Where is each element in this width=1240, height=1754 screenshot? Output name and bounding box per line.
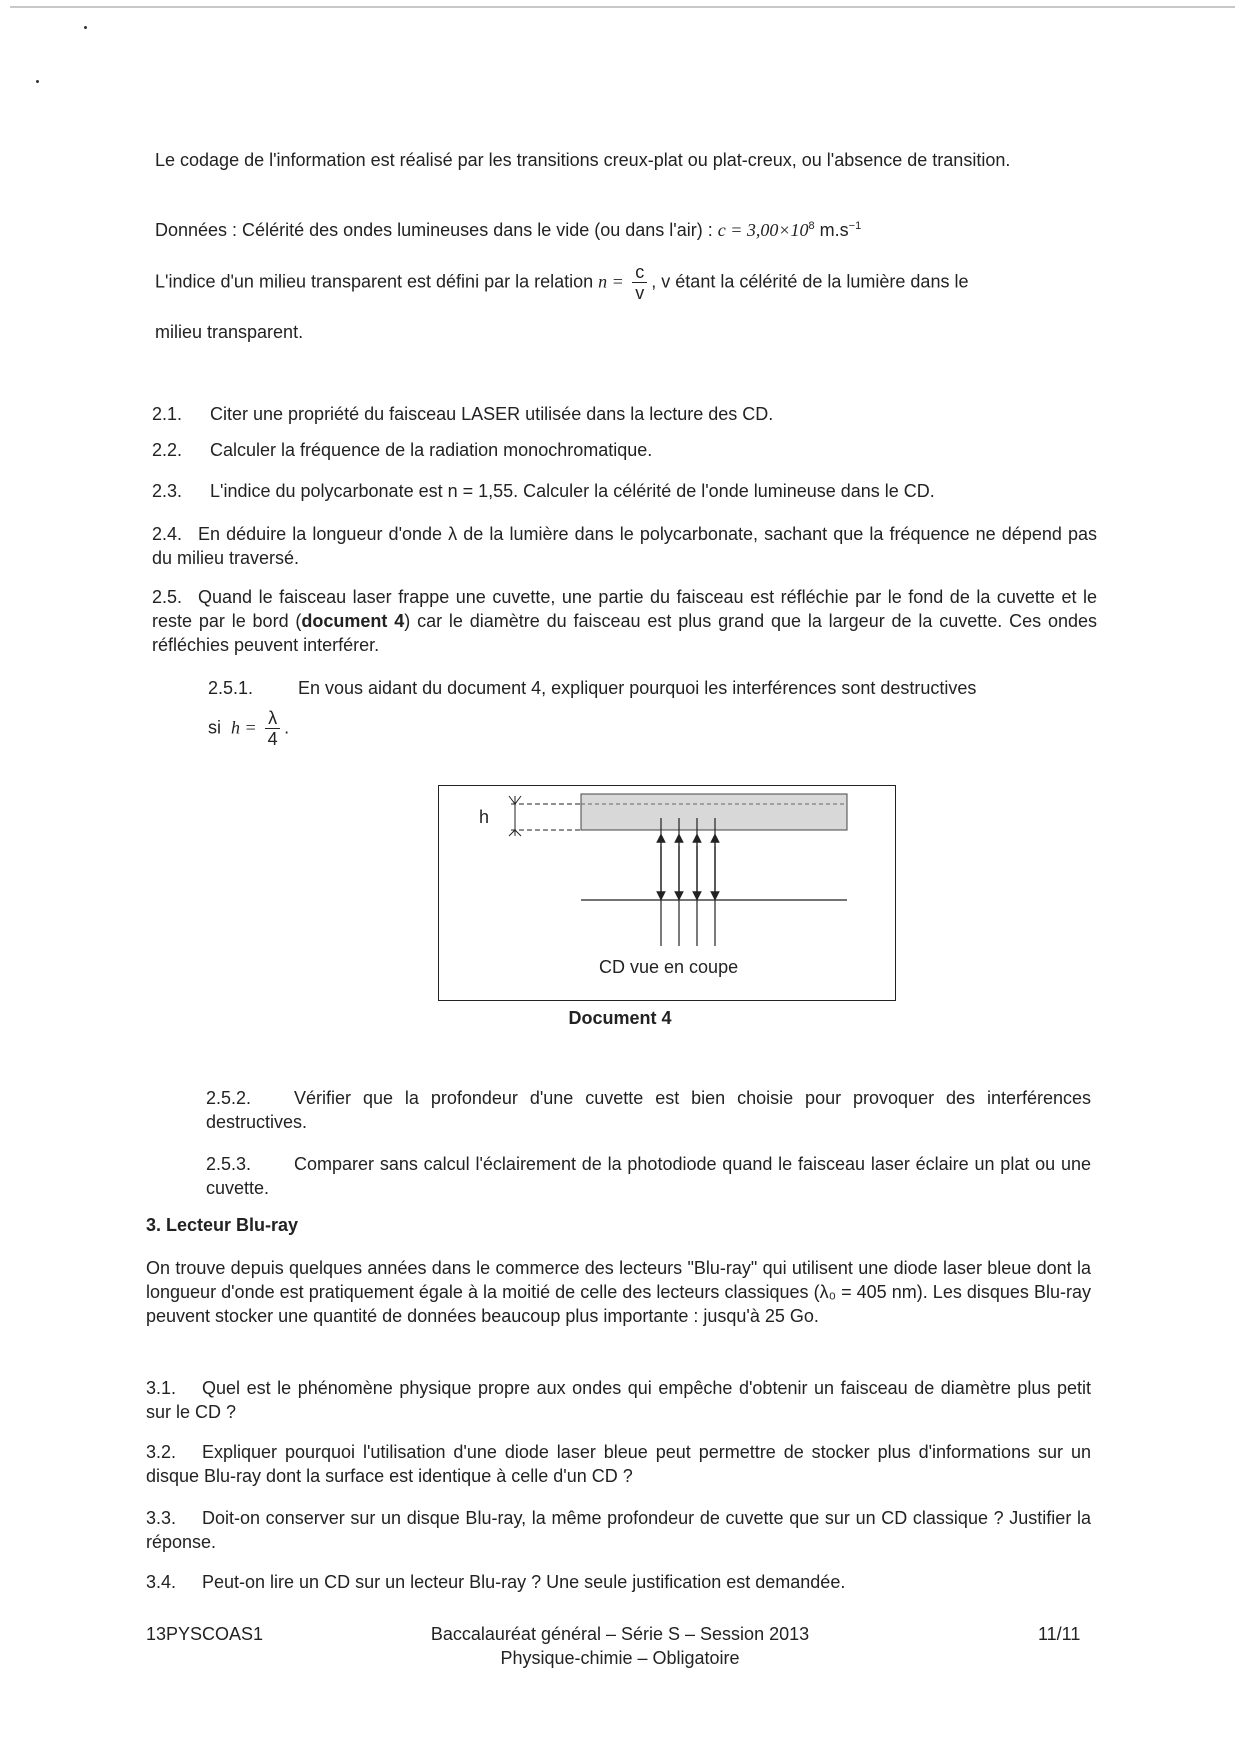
cd-section-label: CD vue en coupe <box>599 957 739 977</box>
question-2-5-1-formula: si h = $\frac{\lambda}{4}$ . <box>208 708 290 749</box>
question-3-2: 3.2. Expliquer pourquoi l'utilisation d'une diode laser bleue peut permettre de stocker plus d'informations sur un disque Blu-ray dont la surface est identique à celle d'un CD ? <box>146 1442 1091 1486</box>
scan-speck <box>36 80 39 83</box>
question-3-3: 3.3. Doit-on conserver sur un disque Blu-ray, la même profondeur de cuvette que sur un CD classique ? Justifier la réponse. <box>146 1508 1091 1552</box>
question-2-3: 2.3. L'indice du polycarbonate est n = 1,55. Calculer la célérité de l'onde lumineuse dans le CD. <box>152 481 935 501</box>
cd-plat-surface <box>581 794 847 830</box>
question-3-1: 3.1. Quel est le phénomène physique propre aux ondes qui empêche d'obtenir un faisceau de diamètre plus petit sur le CD ? <box>146 1378 1091 1422</box>
laser-beams <box>661 818 715 946</box>
figure-caption: Document 4 <box>568 1008 672 1028</box>
scan-speck <box>84 26 87 29</box>
cd-cross-section-diagram <box>439 786 895 1000</box>
question-3-4: 3.4. Peut-on lire un CD sur un lecteur Blu-ray ? Une seule justification est demandée. <box>146 1572 846 1592</box>
donnees-line: Données : Célérité des ondes lumineuses dans le vide (ou dans l'air) : $c = 3,00\times 10^8$ $m.s^{-1}$ <box>155 220 862 240</box>
question-2-5-2: 2.5.2. Vérifier que la profondeur d'une cuvette est bien choisie pour provoquer des interférences destructives. <box>206 1088 1091 1132</box>
fraction-c-over-v: $\frac{c}{v}$ <box>632 262 647 303</box>
question-2-5-3: 2.5.3. Comparer sans calcul l'éclairement de la photodiode quand le faisceau laser éclaire un plat ou une cuvette. <box>206 1154 1091 1198</box>
section-3-title: 3. Lecteur Blu-ray <box>146 1215 299 1235</box>
question-2-2: 2.2. Calculer la fréquence de la radiation monochromatique. <box>152 440 653 460</box>
document-4-figure <box>438 785 896 1001</box>
coding-paragraph: Le codage de l'information est réalisé par les transitions creux-plat ou plat-creux, ou l'absence de transition. <box>155 150 1011 170</box>
indice-line: L'indice d'un milieu transparent est défini par la relation n = $\frac{c}{v}$ , v étant la célérité de la lumière dans le <box>155 262 969 303</box>
fraction-lambda-over-4: $\frac{\lambda}{4}$ <box>265 708 280 749</box>
indice-line-cont: milieu transparent. <box>155 322 304 342</box>
page-number: 11/11 <box>1038 1624 1081 1644</box>
beam-arrows <box>661 838 715 896</box>
question-2-5-1: 2.5.1. En vous aidant du document 4, expliquer pourquoi les interférences sont destructives <box>208 678 977 698</box>
h-label: h <box>479 807 490 827</box>
footer-code: 13PYSCOAS1 <box>146 1624 264 1644</box>
scan-top-edge <box>10 6 1235 8</box>
question-2-5: 2.5. Quand le faisceau laser frappe une cuvette, une partie du faisceau est réfléchie par le fond de la cuvette et le reste par le bord (document 4) car le diamètre du faisceau est plus grand que la largeur de la cuvette. Ces ondes réfléchies peuvent interférer. <box>152 587 1097 655</box>
section-3-intro: On trouve depuis quelques années dans le commerce des lecteurs "Blu-ray" qui utilisent une diode laser bleue dont la longueur d'onde est pratiquement égale à la moitié de celle des lecteurs classiques (λ₀ = 405 nm). Les disques Blu-ray peuvent stocker une quantité de données beaucoup plus importante : jusqu'à 25 Go. <box>146 1258 1091 1326</box>
question-2-4: 2.4. En déduire la longueur d'onde λ de la lumière dans le polycarbonate, sachant que la fréquence ne dépend pas du milieu traversé. <box>152 524 1097 568</box>
footer-title: Baccalauréat général – Série S – Session 2013 Physique-chimie – Obligatoire <box>430 1624 810 1668</box>
question-2-1: 2.1. Citer une propriété du faisceau LASER utilisée dans la lecture des CD. <box>152 404 774 424</box>
